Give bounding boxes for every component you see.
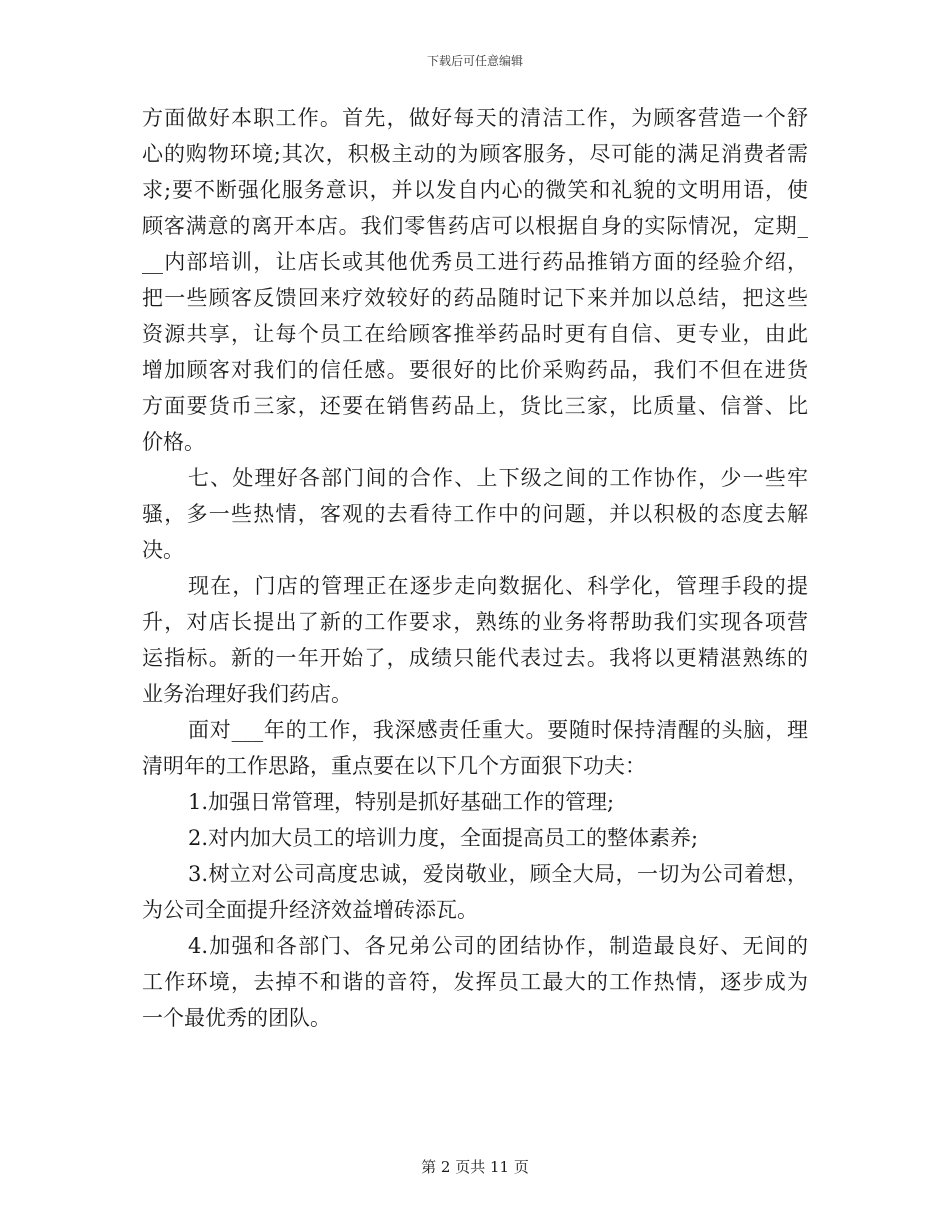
text-line: 求;要不断强化服务意识，并以发自内心的微笑和礼貌的文明用语，使 (142, 178, 808, 202)
text-line: 运指标。新的一年开始了，成绩只能代表过去。我将以更精湛熟练的 (142, 646, 808, 670)
text-line: 升，对店长提出了新的工作要求，熟练的业务将帮助我们实现各项营 (142, 610, 808, 634)
text-line: 增加顾客对我们的信任感。要很好的比价采购药品，我们不但在进货 (142, 358, 808, 382)
page-footer: 第 2 页共 11 页 (421, 1158, 529, 1176)
text-line: 面对___年的工作，我深感责任重大。要随时保持清醒的头脑，理 (188, 718, 808, 742)
text-line: 心的购物环境;其次，积极主动的为顾客服务，尽可能的满足消费者需 (142, 142, 808, 166)
text-line: 七、处理好各部门间的合作、上下级之间的工作协作，少一些牢 (188, 466, 808, 490)
document-body (142, 100, 808, 1036)
text-line: 顾客满意的离开本店。我们零售药店可以根据自身的实际情况，定期_ (142, 214, 808, 238)
text-line: 资源共享，让每个员工在给顾客推举药品时更有自信、更专业，由此 (142, 322, 808, 346)
text-line: 价格。 (142, 430, 205, 454)
text-line: 现在，门店的管理正在逐步走向数据化、科学化，管理手段的提 (188, 574, 808, 598)
page-header: 下载后可任意编辑 (426, 54, 523, 68)
text-line: 为公司全面提升经济效益增砖添瓦。 (142, 898, 478, 922)
list-item: 3.树立对公司高度忠诚，爱岗敬业，顾全大局，一切为公司着想， (188, 862, 808, 886)
text-line: 业务治理好我们药店。 (142, 682, 352, 706)
list-item: 1.加强日常管理，特别是抓好基础工作的管理; (188, 790, 615, 814)
text-line: 一个最优秀的团队。 (142, 1006, 331, 1030)
text-line: 方面做好本职工作。首先，做好每天的清洁工作，为顾客营造一个舒 (142, 106, 808, 130)
text-line: 把一些顾客反馈回来疗效较好的药品随时记下来并加以总结，把这些 (142, 286, 808, 310)
text-line: 工作环境，去掉不和谐的音符，发挥员工最大的工作热情，逐步成为 (142, 970, 808, 994)
text-line: 方面要货币三家，还要在销售药品上，货比三家，比质量、信誉、比 (142, 394, 808, 418)
text-line: __内部培训，让店长或其他优秀员工进行药品推销方面的经验介绍， (142, 250, 808, 274)
list-item: 4.加强和各部门、各兄弟公司的团结协作，制造最良好、无间的 (188, 934, 808, 958)
text-line: 骚，多一些热情，客观的去看待工作中的问题，并以积极的态度去解 (142, 502, 808, 526)
text-line: 决。 (142, 538, 184, 562)
list-item: 2.对内加大员工的培训力度，全面提高员工的整体素养; (188, 826, 699, 850)
text-line: 清明年的工作思路，重点要在以下几个方面狠下功夫： (142, 754, 646, 778)
